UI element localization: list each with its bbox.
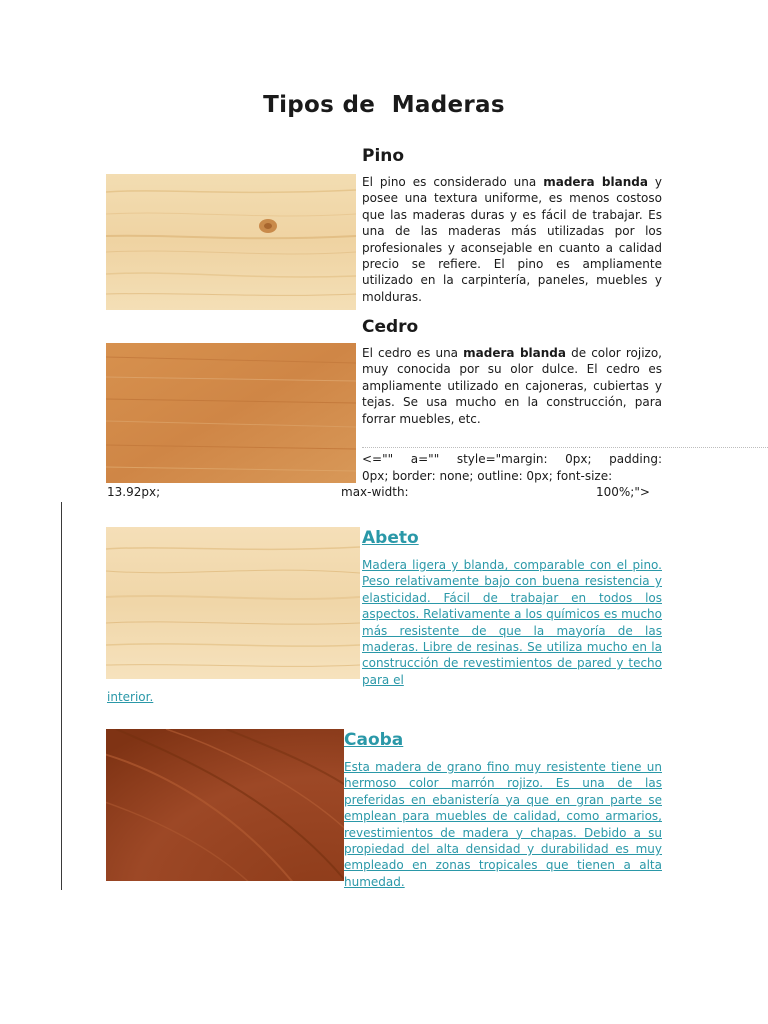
cedar-wood-image bbox=[106, 343, 356, 483]
code-fragment-line-3-mid: max-width: bbox=[341, 485, 409, 499]
abeto-heading-link[interactable]: Abeto bbox=[362, 528, 419, 548]
mahogany-wood-image bbox=[106, 729, 344, 881]
dotted-divider bbox=[362, 447, 768, 448]
abeto-description-tail-link[interactable]: interior. bbox=[107, 690, 154, 704]
fir-wood-image bbox=[106, 527, 360, 679]
code-fragment-line-2: 0px; border: none; outline: 0px; font-size: bbox=[362, 469, 613, 483]
code-fragment-line-3-right: 100%;"> bbox=[596, 485, 650, 499]
page-title: Tipos de Maderas bbox=[263, 92, 505, 118]
code-fragment-line-1: <="" a="" style="margin: 0px; padding: bbox=[362, 452, 662, 466]
pino-heading: Pino bbox=[362, 146, 405, 166]
pino-description: El pino es considerado una madera blanda y posee una textura uniforme, es menos costoso que las maderas duras y es fácil de trabajar. Es una de las maderas más utilizadas por los profesionales y aconsejable en cuanto a calidad precio se refiere. El pino es ampliamente utilizado en la carpintería, paneles, muebles y molduras. bbox=[362, 175, 663, 304]
caoba-heading-link[interactable]: Caoba bbox=[344, 730, 404, 750]
pine-wood-image bbox=[106, 174, 356, 310]
cedro-description: El cedro es una madera blanda de color rojizo, muy conocida por su olor dulce. El cedro es ampliamente utilizado en cajoneras, cubiertas y tejas. Se usa mucho en la construcción, para forrar muebles, etc. bbox=[362, 346, 662, 426]
abeto-description-link[interactable]: Madera ligera y blanda, comparable con el pino. Peso relativamente bajo con buena resistencia y elasticidad. Fácil de trabajar en todos los aspectos. Relativamente a los químicos es mucho más resistente de que la mayoría de las maderas. Libre de resinas. Se utiliza mucho en la construcción de revestimientos de pared y techo para el bbox=[362, 558, 662, 687]
left-margin-rule bbox=[61, 502, 62, 890]
code-fragment-line-3-left: 13.92px; bbox=[107, 485, 161, 499]
caoba-description-link[interactable]: Esta madera de grano fino muy resistente tiene un hermoso color marrón rojizo. Es una de las preferidas en ebanistería ya que en gran parte se emplean para muebles de calidad, como armarios, revestimientos de madera y chapas. Debido a su propiedad del alta densidad y durabilidad es muy empleado en zonas tropicales que tienen a alta humedad. bbox=[344, 760, 662, 889]
cedro-heading: Cedro bbox=[362, 317, 419, 337]
